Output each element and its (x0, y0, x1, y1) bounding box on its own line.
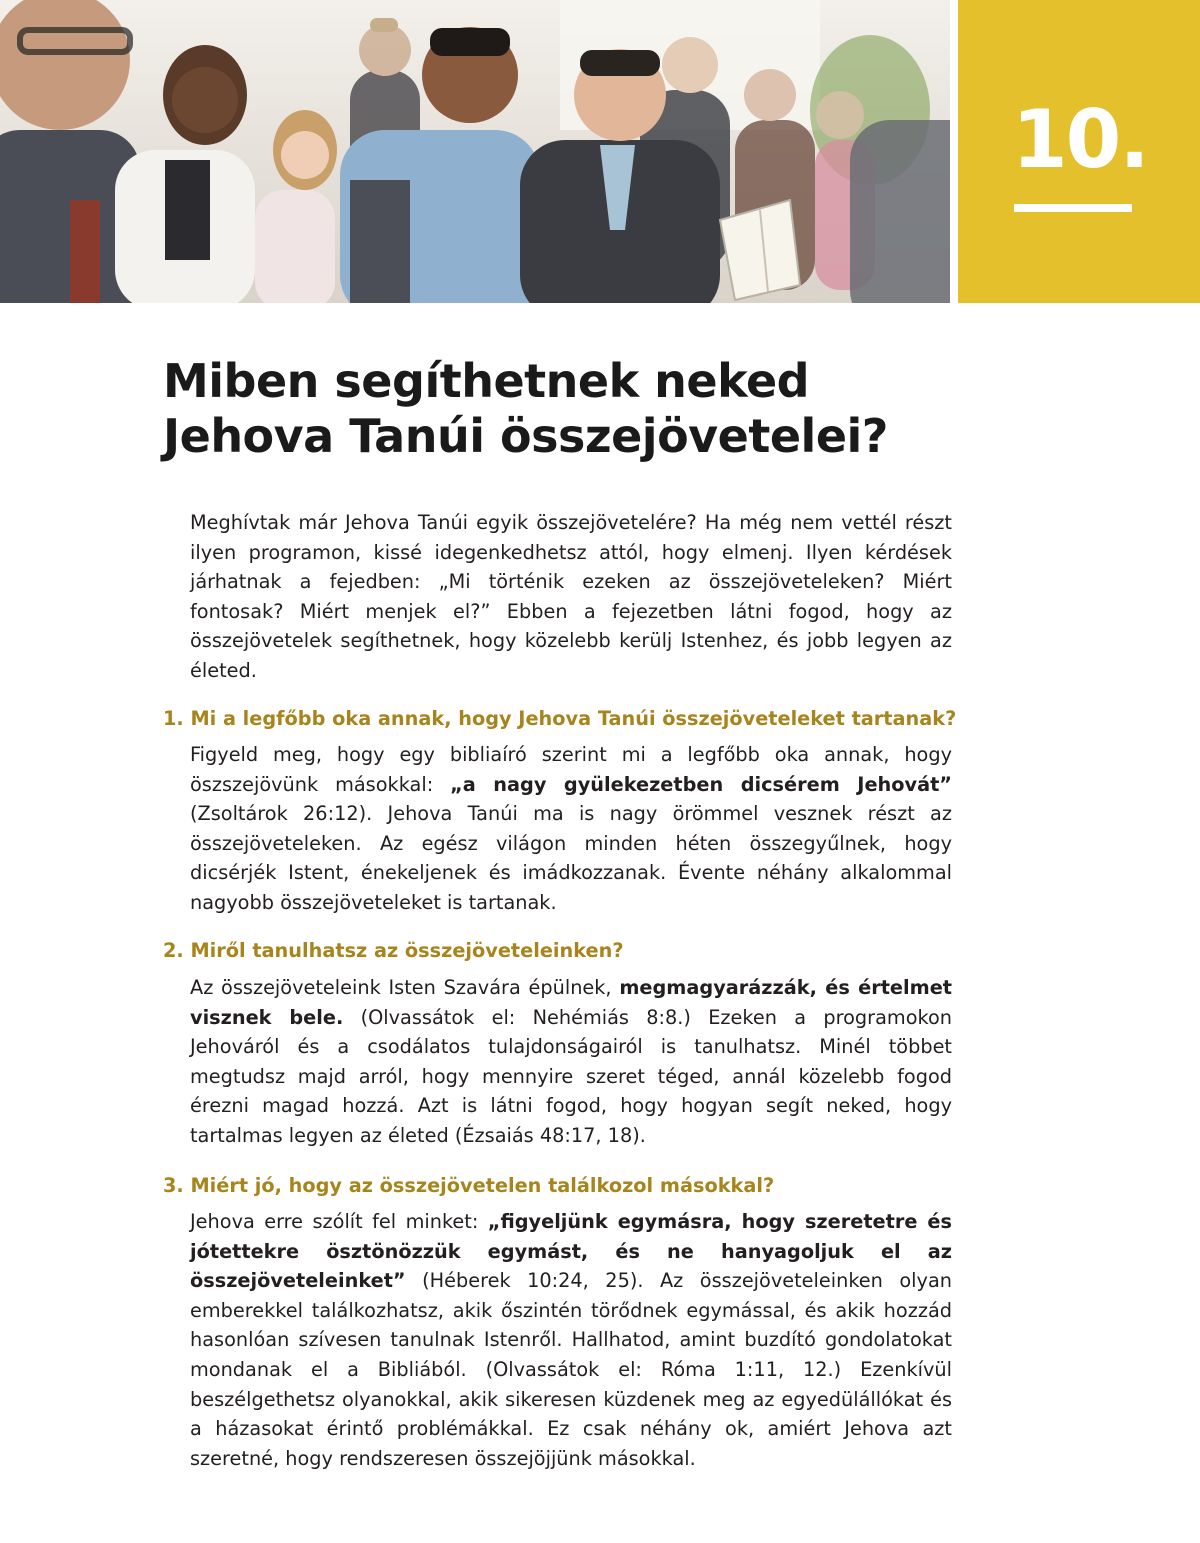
chapter-badge (958, 0, 1200, 303)
answer-2-text-b: (Olvassátok el: Nehémiás 8:8.) Ezeken a programokon Jehováról és a csodálatos tulajdonságairól is tanulhatsz. Minél többet megtudsz majd arról, hogy mennyire szeret téged, annál közelebb fogod érezni magad hozzá. Azt is látni fogod, hogy hogyan segít neked, hogy tartalmas legyen az életed (Ézsaiás 48:17, 18). (190, 1005, 952, 1147)
answer-1 (190, 740, 952, 918)
intro-paragraph: Meghívtak már Jehova Tanúi egyik összejövetelére? Ha még nem vettél részt ilyen programon, kissé idegenkedhetsz attól, hogy elmenj. Ilyen kérdések járhatnak a fejedben: „Mi történik ezeken az összejöveteleken? Miért fontosak? Miért menjek el?” Ebben a fejezetben látni fogod, hogy az összejövetelek segíthetnek, hogy közelebb kerülj Istenhez, és jobb legyen az életed. (190, 511, 952, 682)
answer-3-text-a: Jehova erre szólít fel minket: (190, 1210, 488, 1233)
answer-2-text-a: Az összejöveteleink Isten Szavára épülnek, (190, 976, 620, 999)
answer-3-quote: „figyeljünk egymásra, hogy szeretetre és jótettekre ösztönözzük egymást, és ne hanyagoljuk el az összejöveteleinket” (190, 1210, 952, 1293)
page-title-line-1: Miben segíthetnek neked (163, 354, 810, 408)
chapter-number: 10. (1012, 93, 1148, 186)
answer-1-quote: „a nagy gyülekezetben dicsérem Jehovát” (450, 772, 952, 796)
answer-1-text-b: (Zsoltárok 26:12). Jehova Tanúi ma is nagy örömmel vesznek részt az összejöveteleken. Az egész világon minden héten összegyűlnek, hogy dicsérjék Istent, énekeljenek és imádkozzanak. Évente néhány alkalommal nagyobb összejöveteleket is tartanak. (190, 802, 952, 914)
page-title (163, 354, 1063, 464)
answer-1-text-a: Figyeld meg, hogy egy bibliaíró szerint mi a legfőbb oka annak, hogy öszszejövünk másokkal: (190, 743, 952, 796)
answer-3 (190, 1207, 952, 1473)
meeting-audience-illustration (0, 0, 950, 303)
question-3: 3. Miért jó, hogy az összejövetelen találkozol másokkal? (163, 1174, 775, 1197)
header-photo (0, 0, 950, 303)
page-title-line-2: Jehova Tanúi összejövetelei? (163, 409, 888, 463)
answer-3-text-b: (Héberek 10:24, 25). Az összejöveteleinken olyan emberekkel találkozhatsz, akik őszintén törődnek egymással, és akik hozzád hasonlóan szívesen tanulnak Istenről. Hallhatod, amint buzdító gondolatokat mondanak el a Bibliából. (Olvassátok el: Róma 1:11, 12.) Ezenkívül beszélgethetsz olyanokkal, akik sikeresen küzdenek meg az egyedülállókat és a házasokat érintő problémákkal. Ez csak néhány ok, amiért Jehova azt szeretné, hogy rendszeresen összejöjjünk másokkal. (190, 1269, 952, 1470)
answer-2-emphasis: megmagyarázzák, és értelmet visznek bele. (190, 976, 952, 1029)
question-1: 1. Mi a legfőbb oka annak, hogy Jehova Tanúi összejöveteleket tartanak? (163, 707, 957, 730)
answer-2 (190, 973, 952, 1151)
chapter-underline (1014, 204, 1132, 212)
question-2: 2. Miről tanulhatsz az összejöveteleinken? (163, 939, 624, 962)
